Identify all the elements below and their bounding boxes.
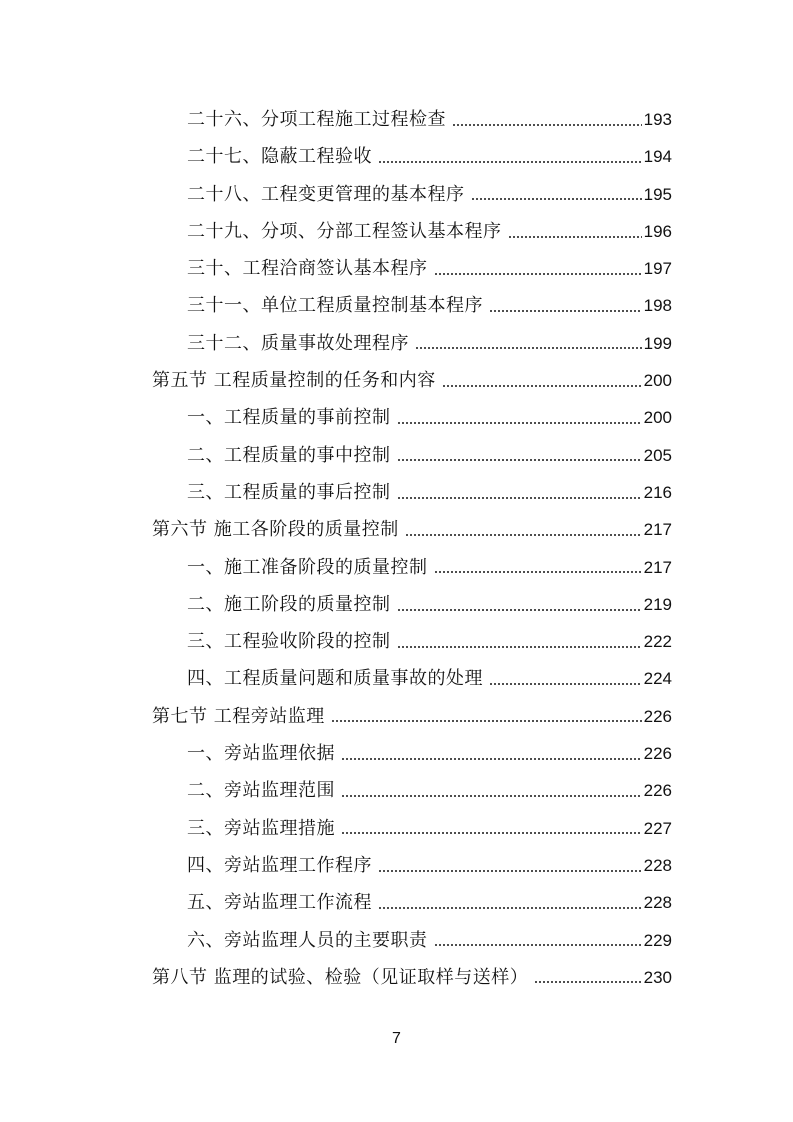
toc-entry-line <box>152 511 793 548</box>
toc-entry-page: 229 <box>643 930 672 950</box>
toc-subsection-entry[interactable] <box>0 138 793 175</box>
toc-entry-line <box>187 623 793 660</box>
toc-entry-page: 226 <box>643 744 672 764</box>
toc-entry-title: 四、工程质量问题和质量事故的处理 <box>187 668 483 690</box>
toc-subsection-entry[interactable] <box>0 213 793 250</box>
dot-leader <box>415 347 642 349</box>
toc-entry-title: 三十一、单位工程质量控制基本程序 <box>187 295 483 317</box>
toc-entry-title: 三、工程质量的事后控制 <box>187 481 391 503</box>
toc-entry-line <box>187 884 793 921</box>
dot-leader <box>397 459 642 461</box>
toc-entry-page: 217 <box>643 520 672 540</box>
dot-leader <box>489 683 642 685</box>
toc-entry-title: 一、旁站监理依据 <box>187 743 335 765</box>
toc-subsection-entry[interactable] <box>0 250 793 287</box>
dot-leader <box>397 609 642 611</box>
toc-subsection-entry[interactable] <box>0 176 793 213</box>
toc-entry-title: 三十二、质量事故处理程序 <box>187 332 409 354</box>
toc-entry-page: 200 <box>643 371 672 391</box>
toc-entry-title: 二、旁站监理范围 <box>187 780 335 802</box>
toc-entry-page: 194 <box>643 147 672 167</box>
toc-entry-page: 217 <box>643 557 672 577</box>
toc-subsection-entry[interactable] <box>0 660 793 697</box>
dot-leader <box>452 124 642 126</box>
toc-subsection-entry[interactable] <box>0 325 793 362</box>
toc-entry-line <box>152 959 793 996</box>
toc-entry-page: 219 <box>643 594 672 614</box>
dot-leader <box>397 422 642 424</box>
dot-leader <box>434 571 642 573</box>
dot-leader <box>341 758 642 760</box>
toc-subsection-entry[interactable] <box>0 586 793 623</box>
toc-entry-page: 200 <box>643 408 672 428</box>
toc-entry-title: 二十六、分项工程施工过程检查 <box>187 109 446 130</box>
page-number: 7 <box>392 1030 401 1047</box>
toc-entry-page: 228 <box>643 855 672 875</box>
toc-section-entry[interactable] <box>0 959 793 996</box>
toc-entry-title: 二、工程质量的事中控制 <box>187 444 391 466</box>
toc-entry-line <box>187 586 793 623</box>
toc-entry-line <box>187 250 793 287</box>
toc-entry-page: 224 <box>643 669 672 689</box>
dot-leader <box>378 870 642 872</box>
dot-leader <box>397 646 642 648</box>
toc-subsection-entry[interactable] <box>0 884 793 921</box>
toc-entry-line <box>187 176 793 213</box>
toc-entry-page: 226 <box>643 781 672 801</box>
toc-subsection-entry[interactable] <box>0 847 793 884</box>
toc-entry-title: 一、施工准备阶段的质量控制 <box>187 556 428 578</box>
toc-section-entry[interactable] <box>0 698 793 735</box>
toc-entry-line <box>152 698 793 735</box>
toc-entry-title: 第六节 施工各阶段的质量控制 <box>152 519 399 541</box>
toc-entry-title: 五、旁站监理工作流程 <box>187 892 372 914</box>
toc-entry-line <box>187 213 793 250</box>
toc-entry-page: 222 <box>643 632 672 652</box>
toc-entry-line <box>187 922 793 959</box>
toc-entry-line <box>187 437 793 474</box>
toc-subsection-entry[interactable] <box>0 549 793 586</box>
toc-entry-line <box>187 772 793 809</box>
toc-entry-title: 二、施工阶段的质量控制 <box>187 593 391 615</box>
dot-leader <box>434 273 642 275</box>
toc-entry-title: 二十七、隐蔽工程验收 <box>187 146 372 168</box>
toc-entry-page: 196 <box>643 221 672 241</box>
toc-entry-title: 四、旁站监理工作程序 <box>187 854 372 876</box>
toc-entry-page: 198 <box>643 296 672 316</box>
dot-leader <box>378 907 642 909</box>
dot-leader <box>508 236 642 238</box>
toc-entry-line <box>187 325 793 362</box>
toc-entry-line <box>152 362 793 399</box>
toc-entry-title: 三、工程验收阶段的控制 <box>187 631 391 653</box>
toc-entry-page: 230 <box>643 967 672 987</box>
dot-leader <box>442 385 642 387</box>
toc-subsection-entry[interactable] <box>0 287 793 324</box>
toc-entry-title: 六、旁站监理人员的主要职责 <box>187 929 428 951</box>
dot-leader <box>341 795 642 797</box>
toc-entry-line <box>187 101 793 138</box>
toc-entry-line <box>187 735 793 772</box>
toc-entry-line <box>187 660 793 697</box>
toc-entry-title: 三、旁站监理措施 <box>187 817 335 839</box>
toc-subsection-entry[interactable] <box>0 437 793 474</box>
dot-leader <box>331 720 642 722</box>
toc-entry-page: 227 <box>643 818 672 838</box>
toc-entry-page: 228 <box>643 893 672 913</box>
toc-entry-title: 二十八、工程变更管理的基本程序 <box>187 183 465 205</box>
dot-leader <box>405 534 642 536</box>
toc-subsection-entry[interactable] <box>0 623 793 660</box>
toc-subsection-entry[interactable] <box>0 101 793 138</box>
toc-entry-title: 二十九、分项、分部工程签认基本程序 <box>187 220 502 242</box>
toc-entry-line <box>187 549 793 586</box>
toc-entry-page: 226 <box>643 706 672 726</box>
toc-entry-line <box>187 138 793 175</box>
toc-entry-title: 第五节 工程质量控制的任务和内容 <box>152 370 436 392</box>
dot-leader <box>471 198 642 200</box>
dot-leader <box>341 832 642 834</box>
toc-entry-title: 一、工程质量的事前控制 <box>187 407 391 429</box>
toc-entry-line <box>187 399 793 436</box>
toc-entry-page: 199 <box>643 333 672 353</box>
toc-entry-line <box>187 810 793 847</box>
dot-leader <box>434 944 642 946</box>
toc-entry-page: 193 <box>643 110 672 129</box>
toc-subsection-entry[interactable] <box>0 922 793 959</box>
toc-entry-line <box>187 287 793 324</box>
toc-section-entry[interactable] <box>0 362 793 399</box>
dot-leader <box>534 981 641 983</box>
dot-leader <box>489 310 642 312</box>
toc-entry-page: 195 <box>643 184 672 204</box>
toc-entry-title: 第七节 工程旁站监理 <box>152 705 325 727</box>
toc-entry-page: 205 <box>643 445 672 465</box>
dot-leader <box>378 161 642 163</box>
toc-subsection-entry[interactable] <box>0 810 793 847</box>
toc-entry-line <box>187 474 793 511</box>
toc-subsection-entry[interactable] <box>0 772 793 809</box>
toc-entry-page: 216 <box>643 482 672 502</box>
table-of-contents <box>0 101 793 996</box>
dot-leader <box>397 497 642 499</box>
toc-subsection-entry[interactable] <box>0 474 793 511</box>
toc-entry-line <box>187 847 793 884</box>
toc-entry-title: 第八节 监理的试验、检验（见证取样与送样） <box>152 966 529 988</box>
toc-entry-page: 197 <box>643 259 672 279</box>
toc-subsection-entry[interactable] <box>0 735 793 772</box>
toc-subsection-entry[interactable] <box>0 399 793 436</box>
toc-section-entry[interactable] <box>0 511 793 548</box>
toc-entry-title: 三十、工程洽商签认基本程序 <box>187 258 428 280</box>
